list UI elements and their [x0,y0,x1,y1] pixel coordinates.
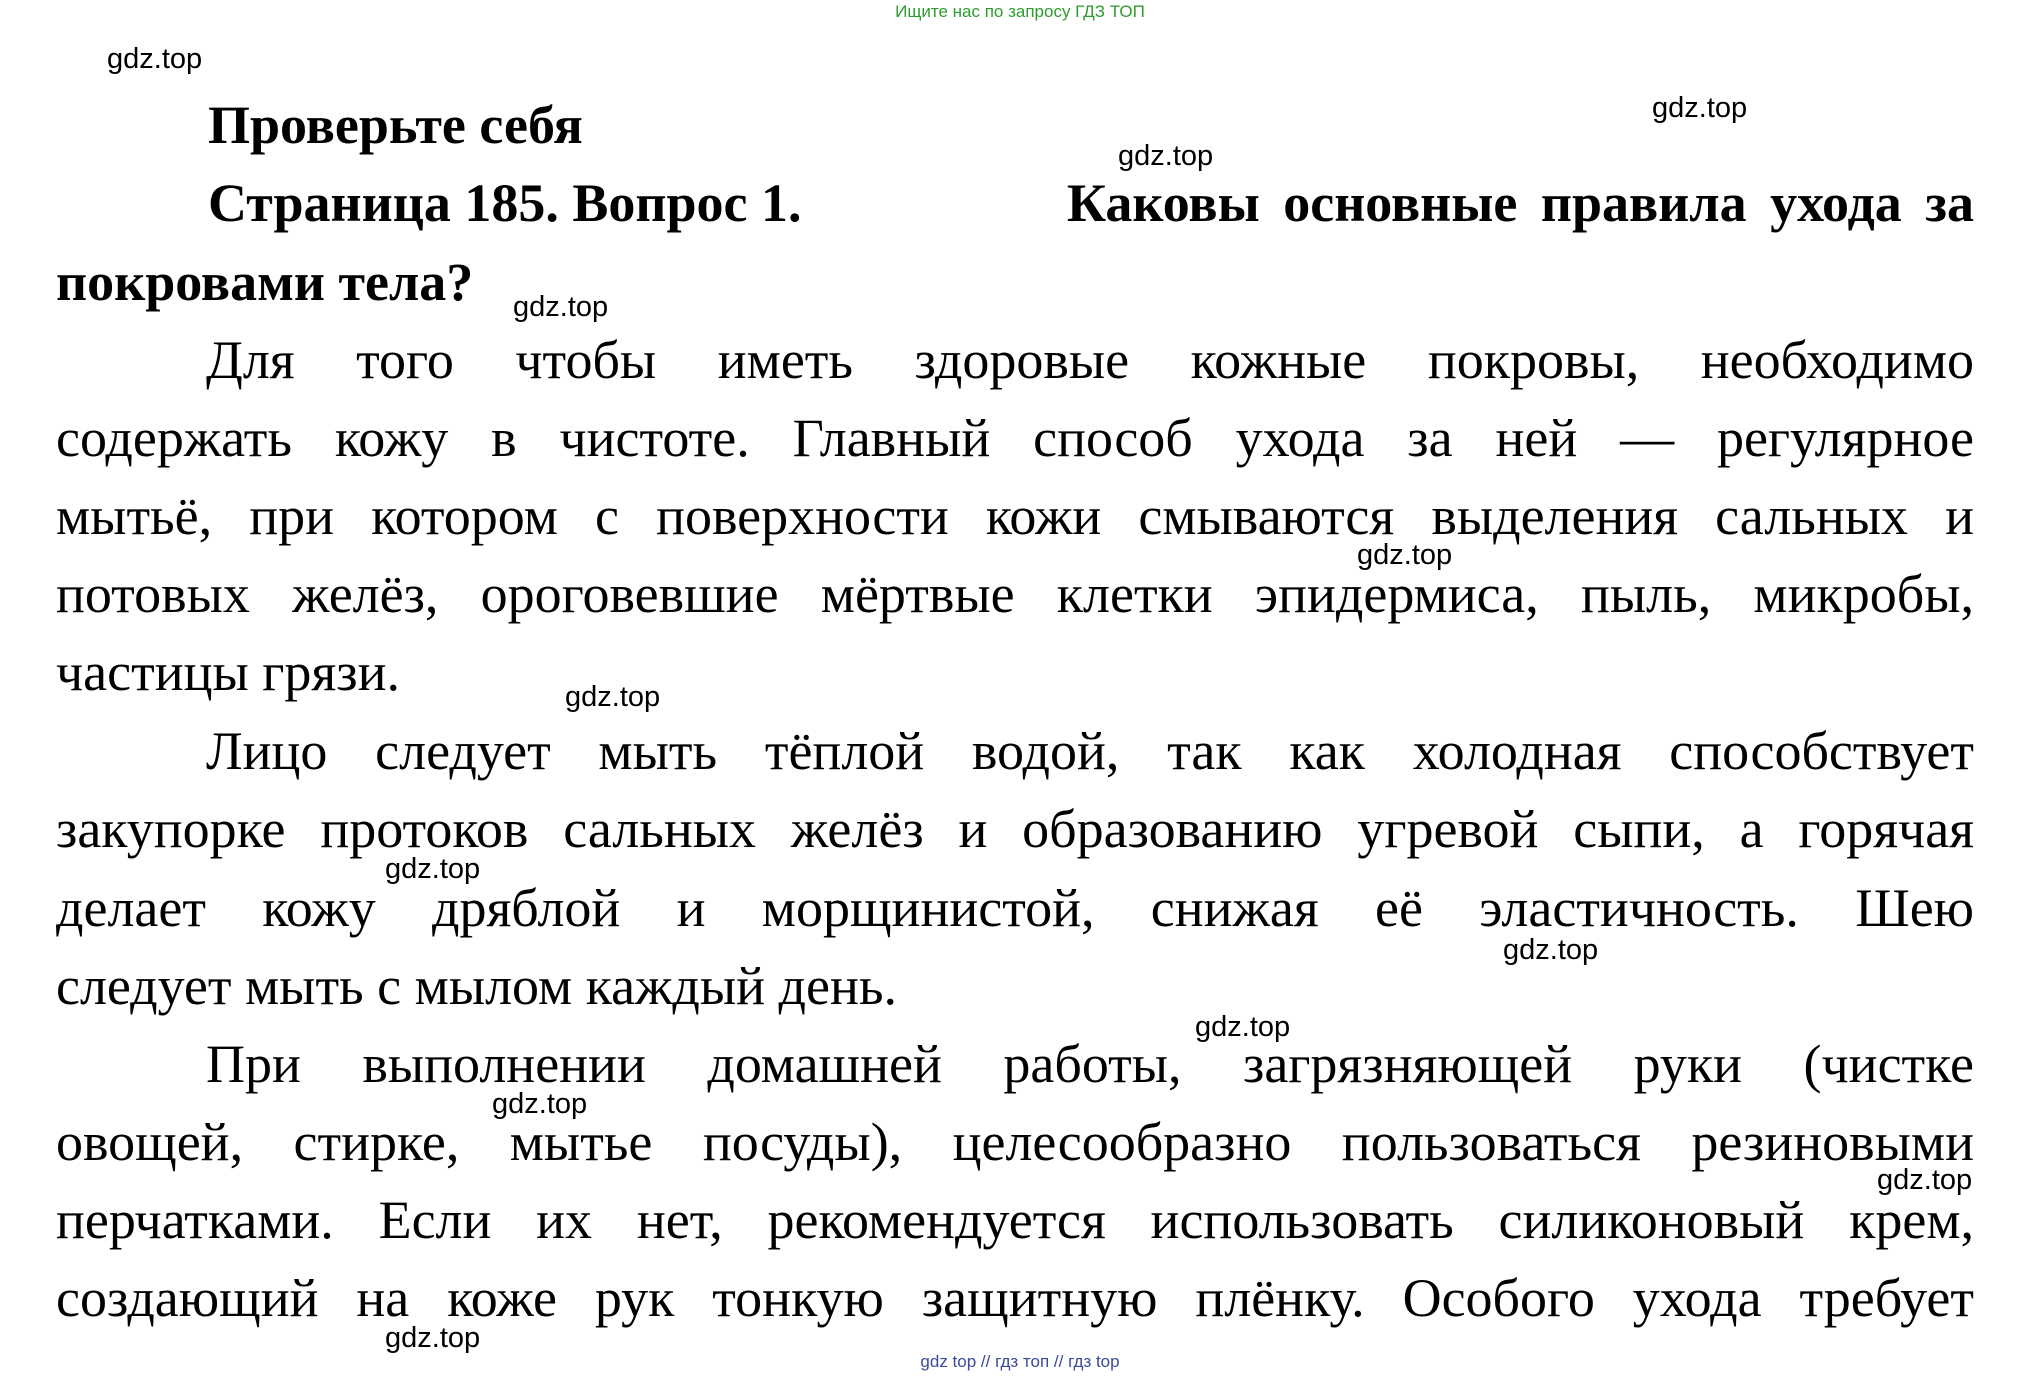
question-title-line2: покровами тела? [56,252,474,312]
paragraph-line: частицы грязи. [56,642,400,702]
paragraph-line: потовых желёз, ороговевшие мёртвые клетки эпидермиса, пыль, микробы, [56,564,1974,624]
watermark: gdz.top [1503,934,1599,966]
paragraph-line: следует мыть с мылом каждый день. [56,956,898,1016]
paragraph-line: овощей, стирке, мытье посуды), целесообразно пользоваться резиновыми [56,1112,1974,1172]
watermark: gdz.top [565,681,661,713]
question-title-left: Страница 185. Вопрос 1. [208,173,802,233]
watermark: gdz.top [1652,92,1748,124]
watermark: gdz.top [1118,140,1214,172]
watermark: gdz.top [1877,1164,1973,1196]
section-heading: Проверьте себя [208,95,583,155]
paragraph-line: создающий на коже рук тонкую защитную плёнку. Особого ухода требует [56,1268,1974,1328]
paragraph-line: содержать кожу в чистоте. Главный способ ухода за ней — регулярное [56,408,1974,468]
paragraph-line: перчатками. Если их нет, рекомендуется использовать силиконовый крем, [56,1190,1974,1250]
paragraph-line: делает кожу дряблой и морщинистой, снижая её эластичность. Шею [56,878,1974,938]
watermark: gdz.top [107,43,203,75]
watermark: gdz.top [1195,1011,1291,1043]
watermark: gdz.top [385,853,481,885]
top-banner: Ищите нас по запросу ГДЗ ТОП [895,2,1145,21]
paragraph-line: мытьё, при котором с поверхности кожи смываются выделения сальных и [56,486,1974,546]
footer-watermark: gdz top // гдз топ // гдз top [920,1352,1120,1371]
paragraph-line: Лицо следует мыть тёплой водой, так как холодная способствует [206,721,1974,781]
watermark: gdz.top [513,291,609,323]
paragraph-line: Для того чтобы иметь здоровые кожные покровы, необходимо [206,330,1974,390]
watermark: gdz.top [492,1088,588,1120]
paragraph-line: закупорке протоков сальных желёз и образованию угревой сыпи, а горячая [56,799,1974,859]
watermark: gdz.top [385,1322,481,1354]
watermark: gdz.top [1357,539,1453,571]
question-title-right: Каковы основные правила ухода за [1066,173,1974,233]
paragraph-line: При выполнении домашней работы, загрязняющей руки (чистке [206,1034,1974,1094]
